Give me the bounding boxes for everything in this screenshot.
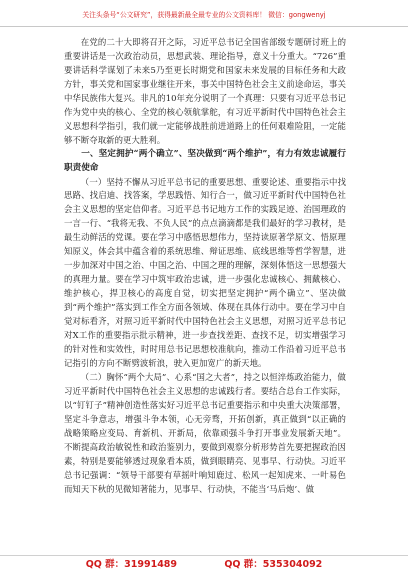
footer-bar bbox=[0, 555, 408, 576]
subsection-one-paragraph: （一）坚持不懈从习近平总书记的重要思想、重要论述、重要指示中找思路、找启迪、找答案，学思践悟、知行合一，做习近平新时代中国特色社会主义思想的坚定信仰者。习近平总书记地方工作的实践足迹、治国理政的一言一行、“我将无我、不负人民”的点点滴滴都是我们最好的学习教材，是最生动鲜活的党课。要在学习中感悟思想伟力，坚持读原著学原文、悟原理知原义，体会其中蕴含着的系统思维、辩证思维、底线思维等哲学智慧，进一步加深对中国之治、中国之治、中国之理的理解，深刻体悟这一思想强大的真理力量。要在学习中筑牢政治忠诚，进一步强化忠诚核心、拥戴核心、维护核心，捍卫核心的高度自觉，切实把坚定拥护“两个确立”、坚决做到“两个维护”落实到工作全方面各领域、体现在具体行动中。要在学习中自觉对标看齐，对照习近平新时代中国特色社会主义思想，对照习近平总书记对X工作的重要指示批示精神，进一步查找差距、查找不足，切实增强学习的针对性和实效性，时时用总书记思想校准航向，推动工作沿着习近平总书记指引的方向不断劈波斩浪，驶入更加宽广的新天地。 bbox=[64, 176, 346, 368]
section-heading: 一、坚定拥护“两个确立”、坚决做到“两个维护”，有力有效忠诚履行职责使命 bbox=[64, 148, 346, 173]
document-body bbox=[64, 36, 346, 551]
footer-qq-group-1: QQ 群：31991489 bbox=[85, 559, 178, 570]
intro-paragraph: 在党的二十大即将召开之际，习近平总书记全国省部级专题研讨班上的重要讲话是一次政治动员，思想武装、理论指导，意义十分重大。“726”重要讲话科学谋划了未来5乃至更长时期党和国家未来发展的目标任务和大政方针，事关党和国家事业继往开来，事关中国特色社会主义前途命运，事关中华民族伟大复兴。非凡的10年充分说明了一个真理：只要有习近平总书记作为党中央的核心、全党的核心领航掌舵，有习近平新时代中国特色社会主义思想科学指引，我们就一定能够战胜前进道路上的任何艰难险阻，一定能够不断夺取新的更大胜利。 bbox=[64, 37, 346, 145]
header-banner: 关注头条号“公文研究”，获得最新最全最专业的公文资料库！ 微信：gongwenyj bbox=[0, 8, 408, 27]
footer-qq-group-2: QQ 群：535304092 bbox=[224, 559, 323, 570]
subsection-two-paragraph: （二）胸怀“两个大局”、心系“国之大者”，持之以恒淬炼政治能力，做习近平新时代中国特色社会主义思想的忠诚践行者。要结合总台工作实际，以“钉钉子”精神创造性落实好习近平总书记重要指示和中央重大决策部署，坚定斗争意志，增强斗争本领，心无旁骛，开拓创新，真正做到“以正确的战略策略应变局、育新机、开新局，依靠顽强斗争打开事业发展新天地”。不断提高政治敏锐性和政治鉴别力，要做到观察分析形势首先要把握政治因素，特别是要能够透过现象看本质，做到眼睛亮、见事早、行动快。习近平总书记强调：“领导干部要有草摇叶响知鹿过、松风一起知虎来、一叶易色而知天下秋的见微知著能力，见事早、行动快，不能当‘马后炮’、做 bbox=[64, 371, 346, 494]
